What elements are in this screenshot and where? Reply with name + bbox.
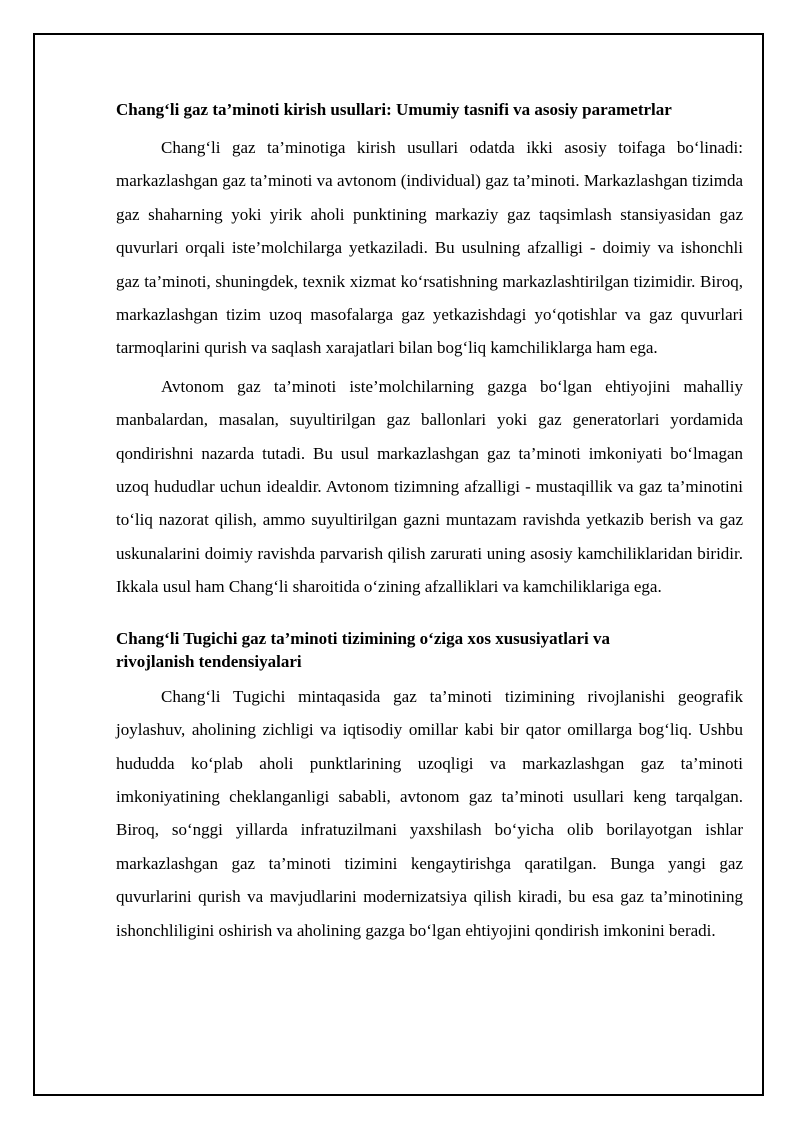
document-body <box>116 98 743 952</box>
section-2-paragraph-1: Chang‘li Tugichi mintaqasida gaz ta’minoti tizimining rivojlanishi geografik joylashuv, aholining zichligi va iqtisodiy omillar kabi bir qator omillarga bog‘liq. Ushbu hududda ko‘plab aholi punktlarining uzoqligi va markazlashgan gaz ta’minoti imkoniyatining cheklanganligi sababli, avtonom gaz ta’minoti usullari keng tarqalgan. Biroq, so‘nggi yillarda infratuzilmani yaxshilash bo‘yicha olib borilayotgan ishlar markazlashgan gaz ta’minoti tizimini kengaytirishga qaratilgan. Bunga yangi gaz quvurlarini qurish va mavjudlarini modernizatsiya qilish kiradi, bu esa gaz ta’minotining ishonchliligini oshirish va aholining gazga bo‘lgan ehtiyojini qondirish imkonini beradi. <box>116 686 743 940</box>
section-heading-2: Chang‘li Tugichi gaz ta’minoti tizimining o‘ziga xos xususiyatlari va rivojlanish tendensiyalari <box>116 628 610 671</box>
section-heading-1: Chang‘li gaz ta’minoti kirish usullari: Umumiy tasnifi va asosiy parametrlar <box>116 100 672 119</box>
section-1-paragraph-1: Chang‘li gaz ta’minotiga kirish usullari odatda ikki asosiy toifaga bo‘linadi: markazlashgan gaz ta’minoti va avtonom (individual) gaz ta’minoti. Markazlashgan tizimda gaz shaharning yoki yirik aholi punktining markaziy gaz taqsimlash stansiyasidan gaz quvurlari orqali iste’molchilarga yetkaziladi. Bu usulning afzalligi - doimiy va ishonchli gaz ta’minoti, shuningdek, texnik xizmat ko‘rsatishning markazlashtirilgan tizimidir. Biroq, markazlashgan tizim uzoq masofalarga gaz yetkazishdagi yo‘qotishlar va gaz quvurlari tarmoqlarini qurish va saqlash xarajatlari bilan bog‘liq kamchiliklarga ham ega. <box>116 138 743 358</box>
section-1-paragraph-2: Avtonom gaz ta’minoti iste’molchilarning gazga bo‘lgan ehtiyojini mahalliy manbalardan, masalan, suyultirilgan gaz ballonlari yoki gaz generatorlari yordamida qondirishni nazarda tutadi. Bu usul markazlashgan gaz ta’minoti imkoniyati bo‘lmagan uzoq hududlar uchun idealdir. Avtonom tizimning afzalligi - mustaqillik va gaz ta’minotini to‘liq nazorat qilish, ammo suyultirilgan gazni muntazam ravishda yetkazib berish va gaz uskunalarini doimiy ravishda parvarish qilish zarurati uning asosiy kamchiliklaridan biridir. Ikkala usul ham Chang‘li sharoitida o‘zining afzalliklari va kamchiliklariga ega. <box>116 376 743 597</box>
